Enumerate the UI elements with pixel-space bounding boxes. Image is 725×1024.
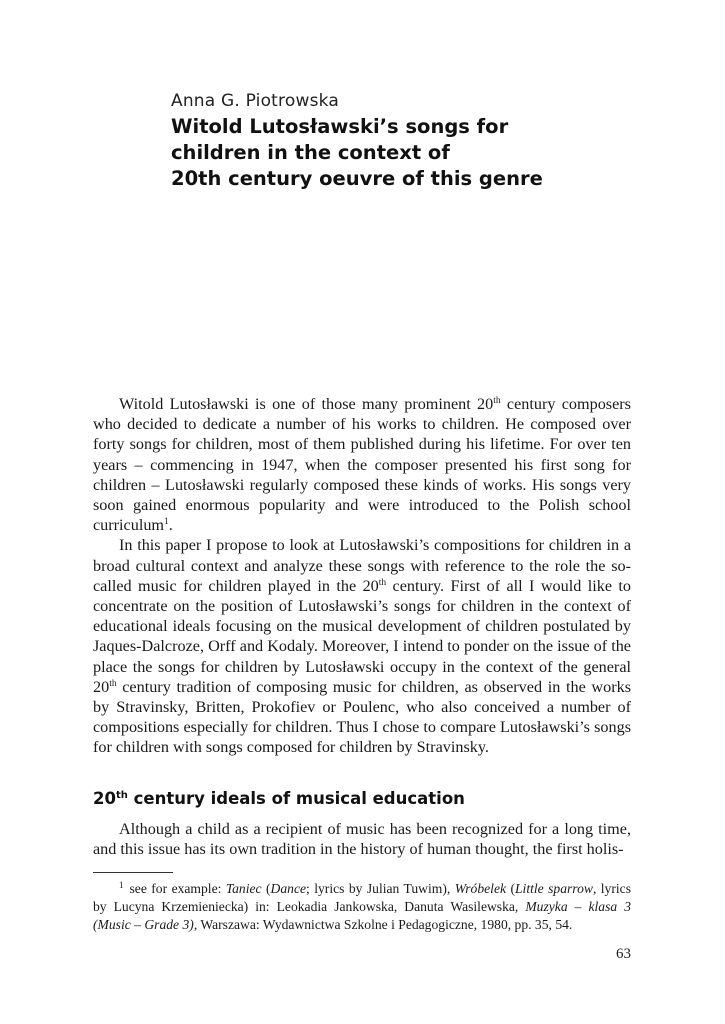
paragraph bbox=[93, 394, 631, 535]
text-run: In this paper I propose to look at Lutosławski’s compositions for children in a broad cultural context and analyze these songs with reference to the role the so-called music for children played in the 20 bbox=[93, 536, 631, 595]
footnote-paragraph bbox=[93, 880, 631, 934]
heading-text: century ideals of musical education bbox=[127, 789, 465, 808]
page-number: 63 bbox=[616, 946, 631, 962]
author-name: Anna G. Piotrowska bbox=[171, 91, 339, 111]
title-line: Witold Lutosławski’s songs for bbox=[171, 115, 509, 138]
paragraph bbox=[93, 535, 631, 757]
text-run: , Warszawa: Wydawnictwa Szkolne i Pedagogiczne, 1980, pp. 35, 54. bbox=[193, 917, 573, 932]
text-run: , lyrics by Lucyna Krzemieniecka) in: Leokadia Jankowska, Danuta Wasilewska, bbox=[93, 881, 631, 914]
text-run: . bbox=[168, 516, 173, 535]
italic-title: Taniec bbox=[225, 881, 262, 896]
footnote-divider bbox=[93, 872, 173, 873]
italic-title: Little sparrow bbox=[515, 881, 593, 896]
heading-number: 20 bbox=[93, 789, 116, 808]
text-run: century tradition of composing music for children, as observed in the works by Stravinsky, Britten, Prokofiev or Poulenc, who also conceived a number of compositions especially for children. Thus I chose to compare Lutosławski’s songs for children with songs composed for children by Stravinsky. bbox=[93, 677, 631, 757]
italic-title: Muzyka – klasa 3 (Music – Grade 3) bbox=[93, 899, 631, 932]
section-heading bbox=[93, 788, 465, 810]
section-text bbox=[93, 819, 631, 859]
title-line: 20th century oeuvre of this genre bbox=[171, 167, 543, 190]
footnote-mark: 1 bbox=[119, 880, 124, 890]
ordinal-superscript: th bbox=[109, 678, 117, 689]
ordinal-superscript: th bbox=[493, 396, 501, 406]
article-header bbox=[171, 90, 651, 192]
text-run: ( bbox=[261, 881, 271, 896]
italic-title: Dance bbox=[270, 881, 307, 896]
text-run: century composers who decided to dedicate a number of his works to children. He composed over forty songs for children, most of them published during his lifetime. For over ten years – commencing in 1947, when the composer presented his first song for children – Lutosławski regularly composed these kinds of works. His songs very soon gained enormous popularity and were introduced to the Polish school curriculum bbox=[93, 395, 631, 535]
text-run: ; lyrics by Julian Tuwim), bbox=[306, 881, 455, 896]
italic-title: Wróbelek bbox=[454, 881, 507, 896]
text-run: century. First of all I would like to concentrate on the position of Lutosławski’s songs for children in the context of educational ideals focusing on the musical development of children postulated by Jaques-Dalcroze, Orff and Kodaly. Moreover, I intend to ponder on the issue of the place the songs for children by Lutosławski occupy in the context of the general 20 bbox=[93, 576, 631, 696]
ordinal-superscript: th bbox=[378, 577, 387, 588]
paragraph: Although a child as a recipient of music has been recognized for a long time, and this issue has its own tradition in the history of human thought, the first holis- bbox=[93, 820, 631, 859]
text-run: Witold Lutosławski is one of those many prominent 20 bbox=[119, 395, 494, 413]
intro-text bbox=[93, 394, 631, 758]
footnote-reference[interactable]: 1 bbox=[164, 517, 169, 528]
title-line: children in the context of bbox=[171, 141, 450, 164]
text-run: see for example: bbox=[129, 881, 226, 896]
footnote bbox=[93, 880, 631, 934]
heading-superscript: th bbox=[115, 790, 128, 801]
text-run: ( bbox=[506, 881, 515, 896]
article-title bbox=[171, 114, 651, 192]
